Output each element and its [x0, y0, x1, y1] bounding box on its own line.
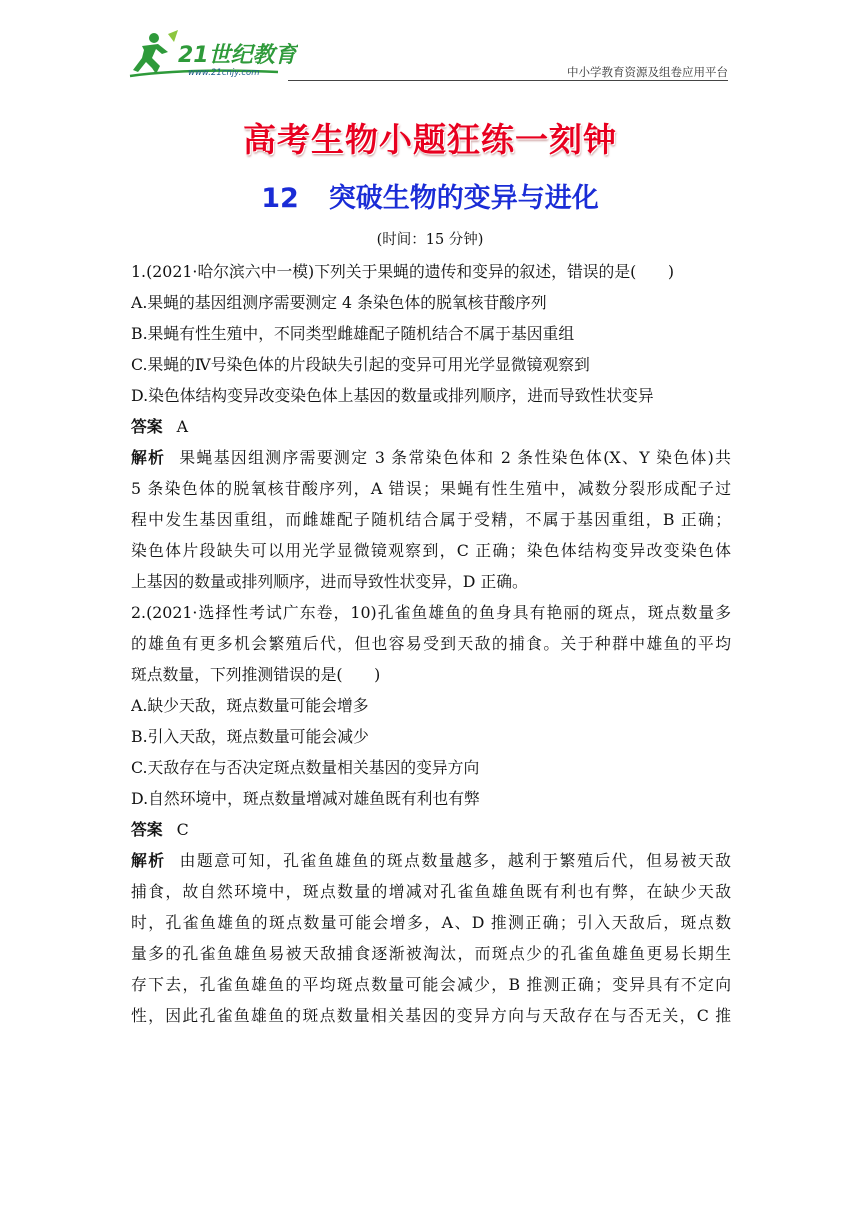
question-2-option-d: D.自然环境中，斑点数量增减对雄鱼既有利也有弊	[131, 789, 480, 808]
runner-logo-icon	[128, 28, 298, 82]
analysis-text: 由题意可知，孔雀鱼雄鱼的斑点数量越多，越利于繁殖后代，但易被天敌	[179, 851, 731, 870]
question-1-analysis-line	[131, 442, 731, 473]
answer-label: 答案	[131, 820, 163, 839]
site-logo[interactable]	[128, 28, 298, 82]
header-divider	[288, 80, 728, 81]
question-2-option-a: A.缺少天敌，斑点数量可能会增多	[131, 696, 369, 715]
answer-value: C	[176, 820, 189, 839]
section-heading: 突破生物的变异与进化	[328, 183, 599, 214]
question-1-option-a: A.果蝇的基因组测序需要测定 4 条染色体的脱氧核苷酸序列	[131, 293, 547, 312]
question-2-analysis-line: 捕食，故自然环境中，斑点数量的增减对孔雀鱼雄鱼既有利也有弊，在缺少天敌	[131, 882, 731, 901]
question-2-analysis-line: 时，孔雀鱼雄鱼的斑点数量可能会增多，A、D 推测正确；引入天敌后，斑点数	[131, 913, 731, 932]
platform-tagline: 中小学教育资源及组卷应用平台	[567, 65, 728, 79]
answer-label: 答案	[131, 417, 163, 436]
section-number: 12	[261, 183, 299, 214]
question-2-stem-line: 的雄鱼有更多机会繁殖后代，但也容易受到天敌的捕食。关于种群中雄鱼的平均	[131, 634, 731, 653]
logo-url-text: www.21cnjy.com	[188, 68, 260, 78]
question-1-option-b: B.果蝇有性生殖中，不同类型雌雄配子随机结合不属于基因重组	[131, 324, 575, 343]
question-1-analysis-line: 染色体片段缺失可以用光学显微镜观察到，C 正确；染色体结构变异改变染色体	[131, 541, 731, 560]
question-2-analysis-line: 量多的孔雀鱼雄鱼易被天敌捕食逐渐被淘汰，而斑点少的孔雀鱼雄鱼更易长期生	[131, 944, 731, 963]
question-2-analysis-line: 存下去，孔雀鱼雄鱼的平均斑点数量可能会减少，B 推测正确；变异具有不定向	[131, 975, 731, 994]
analysis-text: 果蝇基因组测序需要测定 3 条常染色体和 2 条性染色体(X、Y 染色体)共	[179, 448, 731, 467]
question-1-analysis-line: 上基因的数量或排列顺序，进而导致性状变异，D 正确。	[131, 572, 528, 591]
question-2-option-c: C.天敌存在与否决定斑点数量相关基因的变异方向	[131, 758, 480, 777]
question-1-analysis-line: 5 条染色体的脱氧核苷酸序列，A 错误；果蝇有性生殖中，减数分裂形成配子过	[131, 479, 731, 498]
question-2-answer	[131, 814, 731, 845]
question-1-stem: 1.(2021·哈尔滨六中一模)下列关于果蝇的遗传和变异的叙述，错误的是( )	[131, 262, 675, 281]
page-header	[128, 28, 728, 84]
question-2-analysis-line	[131, 845, 731, 876]
question-content	[131, 256, 731, 1031]
logo-text: 21世纪教育	[178, 43, 297, 68]
question-1-option-c: C.果蝇的Ⅳ号染色体的片段缺失引起的变异可用光学显微镜观察到	[131, 355, 590, 374]
question-2-stem-line: 斑点数量，下列推测错误的是( )	[131, 665, 381, 684]
analysis-label: 解析	[131, 851, 166, 870]
question-1-answer	[131, 411, 731, 442]
document-title: 高考生物小题狂练一刻钟	[243, 120, 617, 159]
question-2-option-b: B.引入天敌，斑点数量可能会减少	[131, 727, 369, 746]
answer-value: A	[176, 417, 189, 436]
analysis-label: 解析	[131, 448, 166, 467]
question-2-stem-line: 2.(2021·选择性考试广东卷，10)孔雀鱼雄鱼的鱼身具有艳丽的斑点，斑点数量多	[131, 603, 731, 622]
time-limit: (时间：15 分钟)	[376, 232, 484, 248]
question-1-analysis-line: 程中发生基因重组，而雌雄配子随机结合属于受精，不属于基因重组，B 正确；	[131, 510, 731, 529]
section-title	[0, 176, 860, 215]
question-1-option-d: D.染色体结构变异改变染色体上基因的数量或排列顺序，进而导致性状变异	[131, 386, 654, 405]
question-2-analysis-line: 性，因此孔雀鱼雄鱼的斑点数量相关基因的变异方向与天敌存在与否无关，C 推	[131, 1006, 731, 1025]
